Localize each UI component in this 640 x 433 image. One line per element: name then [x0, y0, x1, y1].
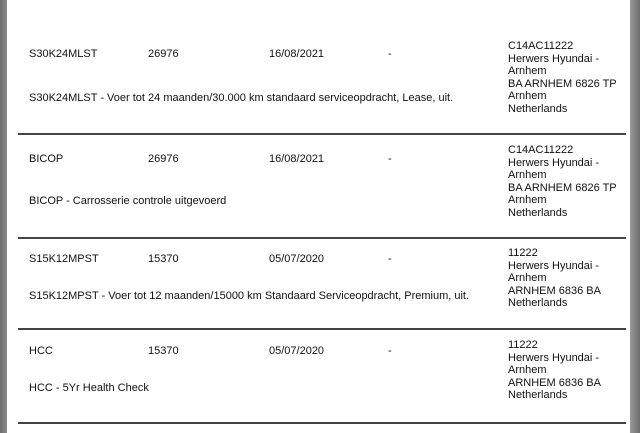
dealer-address-line: 11222 [508, 247, 538, 259]
service-number: 15370 [148, 345, 179, 357]
service-description: S30K24MLST - Voer tot 24 maanden/30.000 km standaard serviceopdracht, Lease, uit. [29, 92, 454, 104]
service-number: 26976 [148, 153, 179, 165]
dealer-address-line: BA ARNHEM 6826 TP [508, 77, 617, 90]
service-date: 16/08/2021 [269, 153, 325, 165]
dealer-address-line: ARNHEM 6836 BA [508, 284, 601, 297]
dealer-address-line: Arnhem [508, 90, 547, 102]
service-record [7, 134, 630, 237]
service-empty-value: - [388, 253, 392, 265]
service-empty-value: - [388, 153, 392, 165]
dealer-address [508, 144, 628, 219]
record-divider [18, 422, 626, 424]
dealer-address-line: BA ARNHEM 6826 TP [508, 181, 617, 194]
service-date: 05/07/2020 [269, 253, 325, 265]
viewer-frame-left [0, 0, 7, 433]
service-empty-value: - [388, 345, 392, 357]
dealer-address-line: Netherlands [508, 297, 568, 309]
service-date: 16/08/2021 [269, 48, 325, 60]
service-code: BICOP [29, 153, 64, 165]
dealer-address-line: Herwers Hyundai - [508, 156, 600, 169]
service-description: HCC - 5Yr Health Check [29, 382, 149, 394]
document-page[interactable] [7, 0, 630, 433]
service-code: S30K24MLST [29, 48, 98, 60]
dealer-address-line: Arnhem [508, 169, 547, 181]
dealer-address-line: Netherlands [508, 102, 568, 115]
dealer-address-line: Arnhem [508, 272, 547, 284]
dealer-address-line: Arnhem [508, 65, 547, 77]
dealer-address-line: Arnhem [508, 364, 547, 376]
service-code: HCC [29, 345, 53, 357]
viewer-frame-right [630, 0, 640, 433]
service-record [7, 0, 630, 134]
dealer-address [508, 40, 628, 115]
dealer-address-line: Netherlands [508, 206, 568, 219]
service-empty-value: - [388, 48, 392, 60]
service-number: 26976 [148, 48, 179, 60]
dealer-address-line: 11222 [508, 339, 538, 351]
service-number: 15370 [148, 253, 179, 265]
service-description: S15K12MPST - Voer tot 12 maanden/15000 km Standaard Serviceopdracht, Premium, uit. [29, 290, 470, 302]
dealer-address-line: ARNHEM 6836 BA [508, 376, 601, 389]
dealer-address [508, 339, 628, 402]
dealer-address-line: C14AC11222 [508, 40, 574, 52]
service-record [7, 330, 630, 422]
service-code: S15K12MPST [29, 253, 99, 265]
dealer-address-line: Netherlands [508, 389, 568, 401]
dealer-address-line: Herwers Hyundai - [508, 259, 600, 272]
dealer-address-line: Herwers Hyundai - [508, 351, 600, 364]
service-date: 05/07/2020 [269, 345, 325, 357]
service-description: BICOP - Carrosserie controle uitgevoerd [29, 195, 227, 207]
service-record [7, 238, 630, 329]
dealer-address-line: C14AC11222 [508, 144, 574, 156]
dealer-address [508, 247, 628, 310]
dealer-address-line: Herwers Hyundai - [508, 52, 600, 65]
dealer-address-line: Arnhem [508, 194, 547, 206]
